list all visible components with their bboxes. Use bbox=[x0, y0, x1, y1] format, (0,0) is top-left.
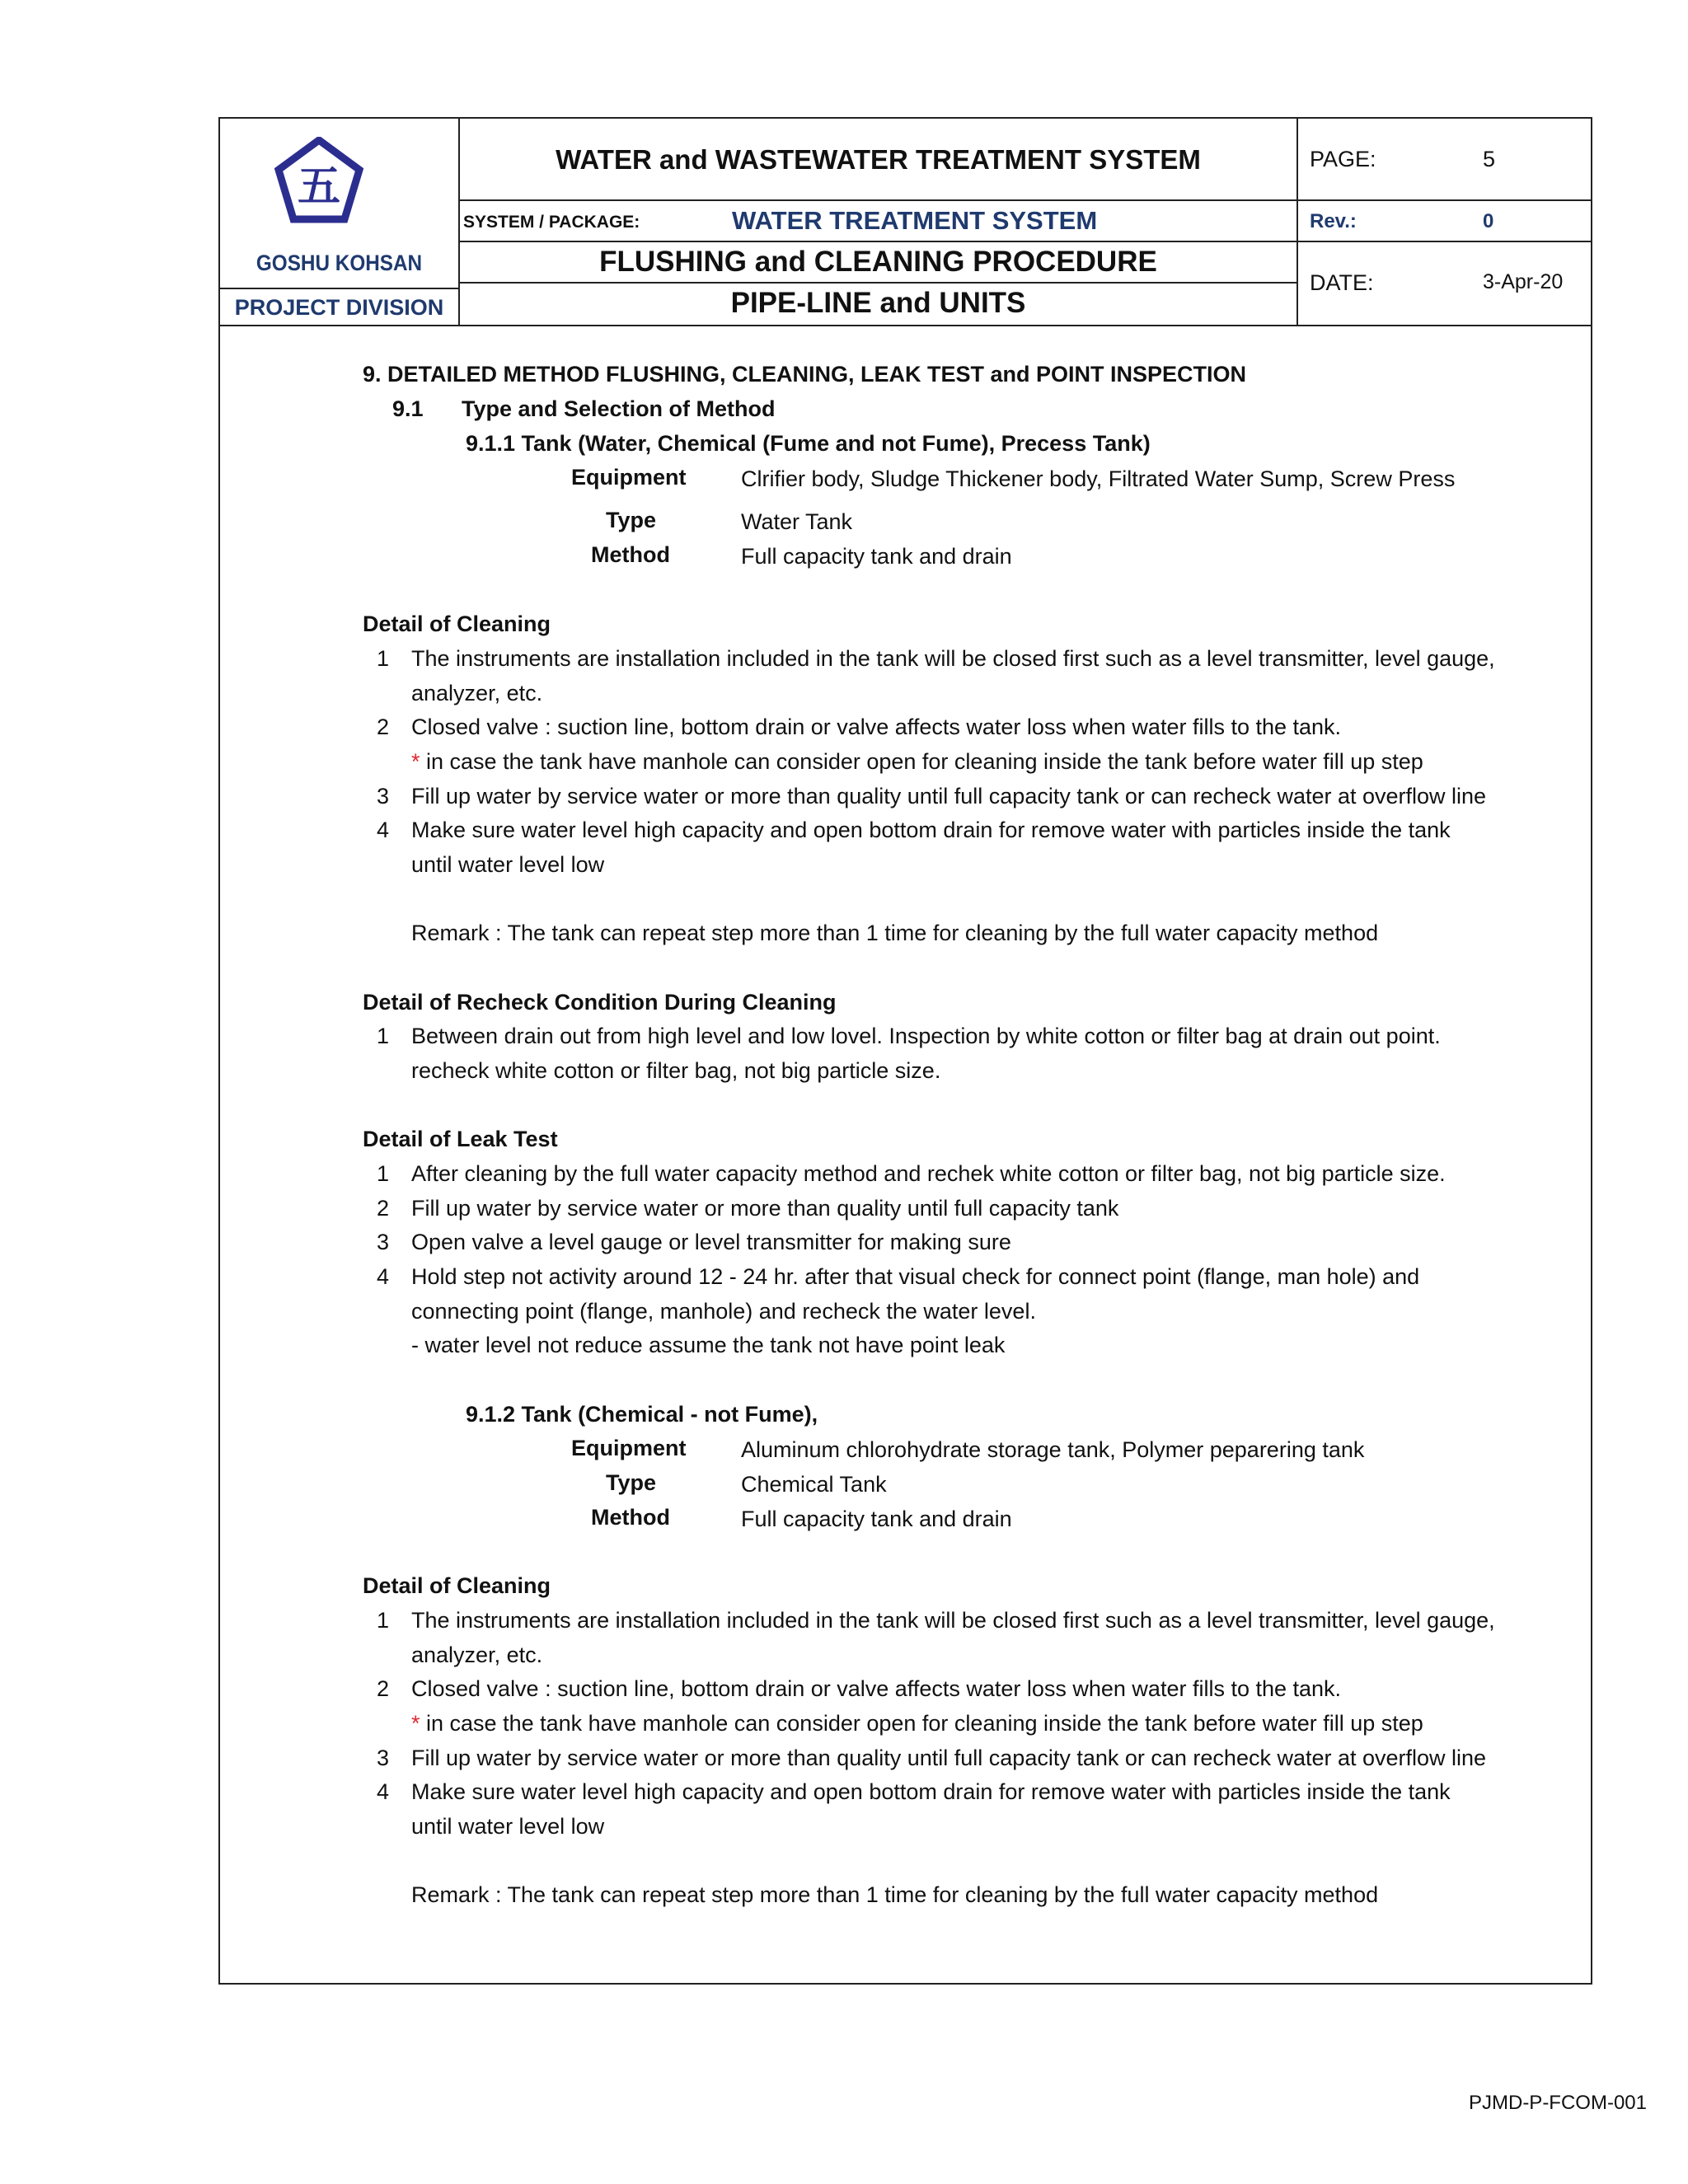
procedure-subtitle: PIPE-LINE and UNITS bbox=[458, 284, 1296, 325]
cleaning1-item-number: 4 bbox=[377, 818, 390, 842]
note-text: in case the tank have manhole can consider open for cleaning inside the tank before water fill up step bbox=[420, 749, 1423, 774]
cleaning2-remark: Remark : The tank can repeat step more than 1 time for cleaning by the full water capacity method bbox=[411, 1882, 1379, 1907]
tank1-heading: 9.1.1 Tank (Water, Chemical (Fume and not Fume), Precess Tank) bbox=[466, 431, 1151, 456]
leak-item-number: 1 bbox=[377, 1161, 390, 1186]
leak-item-number: 2 bbox=[377, 1196, 390, 1221]
cleaning1-item-text: Make sure water level high capacity and open bottom drain for remove water with particles inside the tank bbox=[411, 818, 1451, 842]
cleaning1-item-text: analyzer, etc. bbox=[411, 681, 543, 705]
cleaning2-item-number: 1 bbox=[377, 1608, 390, 1633]
cleaning2-item-text: Closed valve : suction line, bottom drain or valve affects water loss when water fills to the tank. bbox=[411, 1676, 1342, 1701]
page-cell bbox=[1296, 119, 1591, 201]
logo-cell bbox=[220, 119, 458, 325]
cleaning1-item-number: 2 bbox=[377, 715, 390, 739]
cleaning1-heading: Detail of Cleaning bbox=[363, 612, 551, 636]
cleaning1-item-text: Closed valve : suction line, bottom drain or valve affects water loss when water fills to the tank. bbox=[411, 715, 1342, 739]
division-name: PROJECT DIVISION bbox=[220, 288, 458, 326]
cleaning2-item-number: 4 bbox=[377, 1779, 390, 1804]
cleaning2-note bbox=[411, 1711, 1423, 1736]
cleaning1-item-text: The instruments are installation included in the tank will be closed first such as a level transmitter, level gauge, bbox=[411, 646, 1495, 671]
note-text: in case the tank have manhole can consider open for cleaning inside the tank before water fill up step bbox=[420, 1711, 1423, 1736]
tank2-equipment-label: Equipment bbox=[571, 1436, 687, 1460]
date-cell bbox=[1296, 242, 1591, 325]
document-body bbox=[220, 325, 1591, 1985]
tank2-type-value: Chemical Tank bbox=[741, 1472, 887, 1497]
document-title: WATER and WASTEWATER TREATMENT SYSTEM bbox=[458, 119, 1296, 201]
tank1-method-value: Full capacity tank and drain bbox=[741, 544, 1012, 569]
cleaning2-heading: Detail of Cleaning bbox=[363, 1573, 551, 1598]
page-number: 5 bbox=[1483, 147, 1496, 171]
leak-item-text: Fill up water by service water or more than quality until full capacity tank bbox=[411, 1196, 1119, 1221]
note-asterisk: * bbox=[411, 749, 420, 774]
rev-value: 0 bbox=[1483, 210, 1494, 232]
leak-heading: Detail of Leak Test bbox=[363, 1127, 558, 1151]
system-label: SYSTEM / PACKAGE: bbox=[463, 213, 640, 232]
subsection-title: Type and Selection of Method bbox=[462, 396, 776, 421]
recheck-heading: Detail of Recheck Condition During Cleaning bbox=[363, 990, 837, 1015]
cleaning1-item-text: until water level low bbox=[411, 852, 605, 877]
leak-item-number: 3 bbox=[377, 1230, 390, 1254]
tank1-equipment-value: Clrifier body, Sludge Thickener body, Filtrated Water Sump, Screw Press bbox=[741, 466, 1456, 491]
tank2-equipment-value: Aluminum chlorohydrate storage tank, Polymer peparering tank bbox=[741, 1437, 1365, 1462]
date-label: DATE: bbox=[1310, 270, 1374, 295]
document-code: PJMD-P-FCOM-001 bbox=[1468, 2092, 1647, 2114]
leak-item-text: After cleaning by the full water capacity method and rechek white cotton or filter bag, not big particle size. bbox=[411, 1161, 1446, 1186]
tank2-type-label: Type bbox=[606, 1470, 657, 1495]
page-label: PAGE: bbox=[1310, 147, 1376, 171]
recheck-item-text: recheck white cotton or filter bag, not big particle size. bbox=[411, 1058, 941, 1083]
recheck-item-number: 1 bbox=[377, 1024, 390, 1048]
leak-item-number: 4 bbox=[377, 1264, 390, 1289]
system-package-row bbox=[458, 201, 1296, 242]
cleaning1-note bbox=[411, 749, 1423, 775]
tank2-method-value: Full capacity tank and drain bbox=[741, 1507, 1012, 1531]
system-value: WATER TREATMENT SYSTEM bbox=[732, 206, 1098, 235]
cleaning2-item-text: Make sure water level high capacity and open bottom drain for remove water with particles inside the tank bbox=[411, 1779, 1451, 1804]
cleaning1-remark: Remark : The tank can repeat step more than 1 time for cleaning by the full water capacity method bbox=[411, 921, 1379, 945]
cleaning2-item-text: analyzer, etc. bbox=[411, 1643, 543, 1667]
logo-glyph: 五 bbox=[297, 162, 341, 212]
cleaning2-item-text: The instruments are installation included in the tank will be closed first such as a level transmitter, level gauge, bbox=[411, 1608, 1495, 1633]
document-frame bbox=[218, 117, 1592, 1985]
leak-item-text: connecting point (flange, manhole) and recheck the water level. bbox=[411, 1299, 1036, 1324]
cleaning1-item-number: 1 bbox=[377, 646, 390, 671]
tank2-method-label: Method bbox=[591, 1505, 670, 1530]
tank1-method-label: Method bbox=[591, 542, 670, 567]
cleaning1-item-text: Fill up water by service water or more than quality until full capacity tank or can recheck water at overflow line bbox=[411, 784, 1487, 808]
tank1-equipment-label: Equipment bbox=[571, 465, 687, 490]
tank1-type-label: Type bbox=[606, 508, 657, 532]
cleaning2-item-text: until water level low bbox=[411, 1814, 605, 1839]
cleaning2-item-number: 2 bbox=[377, 1676, 390, 1701]
note-asterisk: * bbox=[411, 1711, 420, 1736]
procedure-title: FLUSHING and CLEANING PROCEDURE bbox=[458, 242, 1296, 284]
leak-item-text: Hold step not activity around 12 - 24 hr. after that visual check for connect point (flange, man hole) and bbox=[411, 1264, 1420, 1289]
subsection-number: 9.1 bbox=[392, 396, 424, 421]
leak-item-text: - water level not reduce assume the tank not have point leak bbox=[411, 1333, 1006, 1357]
leak-item-text: Open valve a level gauge or level transmitter for making sure bbox=[411, 1230, 1011, 1254]
cleaning2-item-number: 3 bbox=[377, 1746, 390, 1770]
recheck-item-text: Between drain out from high level and low lovel. Inspection by white cotton or filter bag at drain out point. bbox=[411, 1024, 1441, 1048]
section-heading: 9. DETAILED METHOD FLUSHING, CLEANING, LEAK TEST and POINT INSPECTION bbox=[363, 362, 1247, 387]
rev-cell bbox=[1296, 201, 1591, 242]
company-name: GOSHU KOHSAN bbox=[256, 251, 423, 275]
document-header bbox=[220, 119, 1591, 325]
tank2-heading: 9.1.2 Tank (Chemical - not Fume), bbox=[466, 1402, 818, 1427]
cleaning2-item-text: Fill up water by service water or more than quality until full capacity tank or can recheck water at overflow line bbox=[411, 1746, 1487, 1770]
company-logo-icon bbox=[274, 137, 364, 227]
rev-label: Rev.: bbox=[1310, 210, 1357, 232]
date-value: 3-Apr-20 bbox=[1483, 270, 1564, 293]
tank1-type-value: Water Tank bbox=[741, 509, 853, 534]
cleaning1-item-number: 3 bbox=[377, 784, 390, 808]
